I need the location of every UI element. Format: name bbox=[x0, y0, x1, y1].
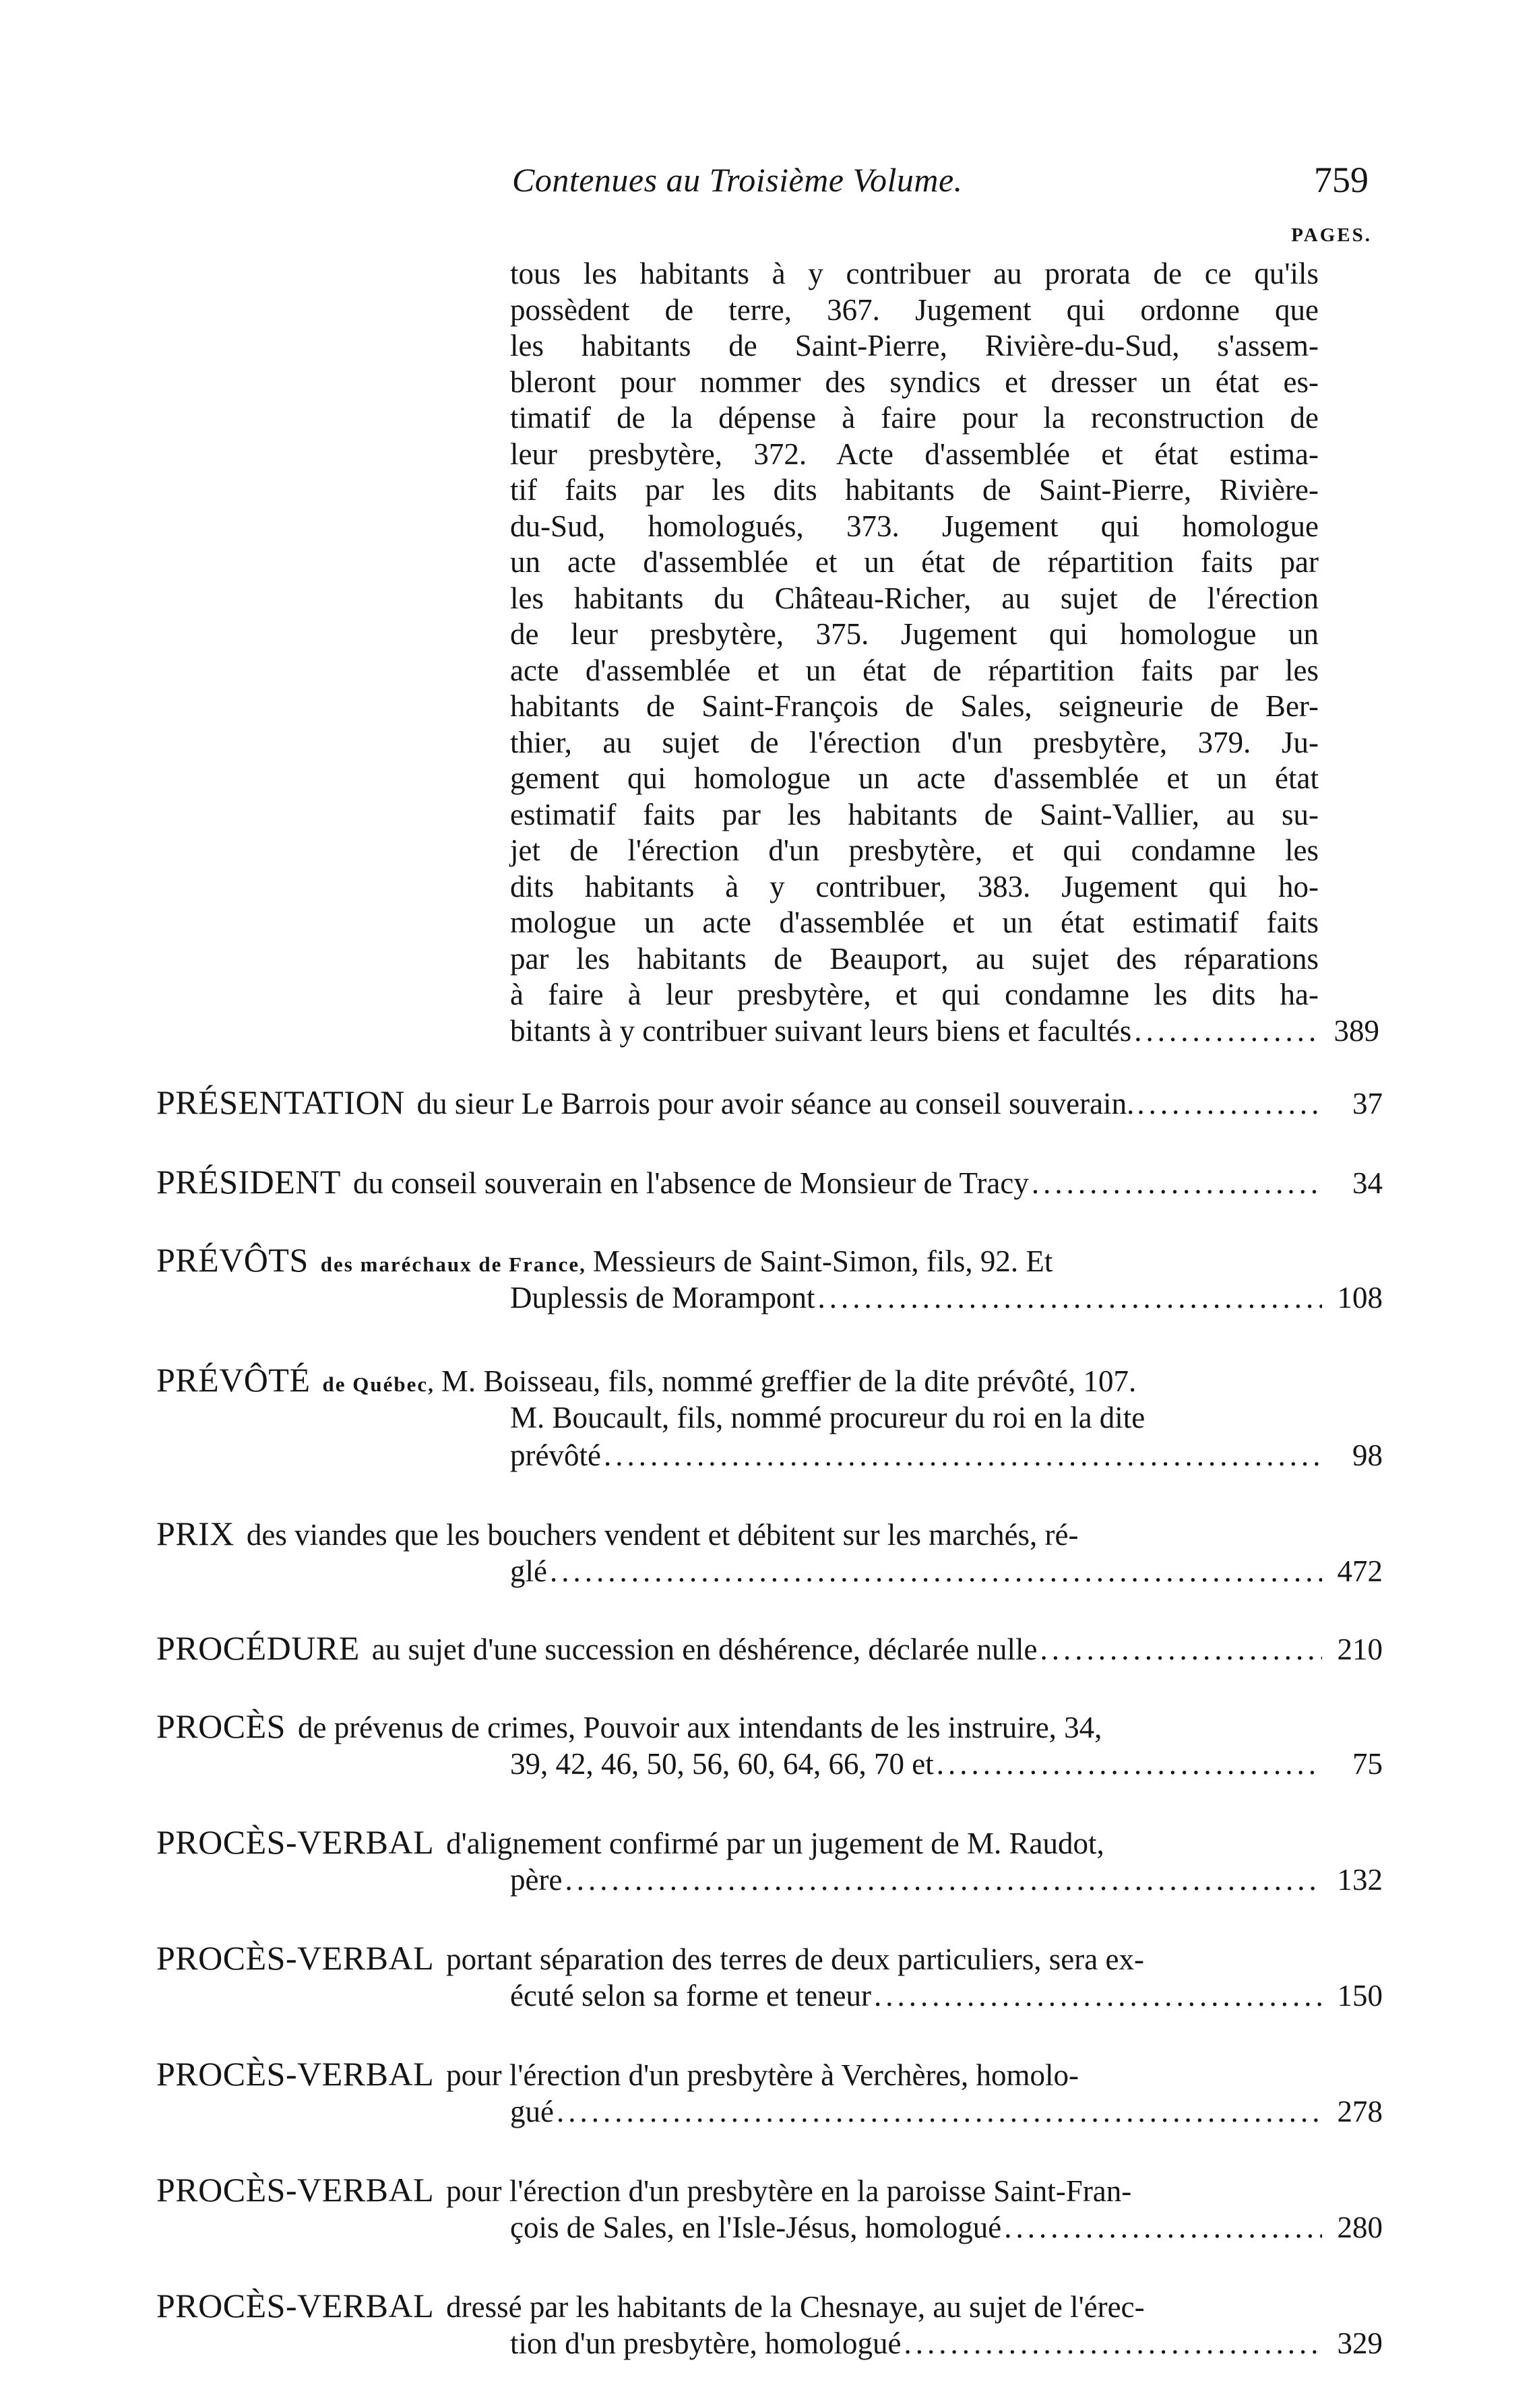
dot-leader bbox=[604, 1436, 1322, 1474]
page-reference: 389 bbox=[1333, 1013, 1379, 1048]
text-line: bleront pour nommer des syndics et dresser un état es- bbox=[510, 365, 1319, 399]
page-reference: 98 bbox=[1352, 1438, 1383, 1472]
page-reference: 329 bbox=[1337, 2326, 1383, 2360]
dot-leader bbox=[817, 1279, 1322, 1317]
entry-continuation-line bbox=[156, 1436, 1383, 1474]
page-reference: 278 bbox=[1337, 2095, 1383, 2128]
dot-leader bbox=[874, 1977, 1322, 2015]
entry-text: pour l'érection d'un presbytère à Verchères, homolo- bbox=[446, 2058, 1079, 2092]
entry-first-line bbox=[156, 1083, 1383, 1121]
entry-continuation-line bbox=[156, 1745, 1383, 1783]
entry-text: çois de Sales, en l'Isle-Jésus, homologué bbox=[510, 2211, 1002, 2244]
entry-text: du sieur Le Barrois pour avoir séance au conseil souverain. bbox=[416, 1087, 1135, 1120]
page-reference: 34 bbox=[1352, 1166, 1383, 1200]
text-line: leur presbytère, 372. Acte d'assemblée et état estima- bbox=[510, 437, 1319, 471]
index-entry bbox=[156, 1629, 1383, 1667]
entry-continuation-line bbox=[156, 1279, 1383, 1317]
entry-heading: PROCÉDURE bbox=[156, 1629, 360, 1667]
dot-leader bbox=[904, 2324, 1323, 2362]
entry-first-line bbox=[156, 1361, 1383, 1399]
entry-heading: PROCÈS-VERBAL bbox=[156, 2055, 435, 2093]
index-entry bbox=[156, 2055, 1383, 2130]
entry-text: d'alignement confirmé par un jugement de M. Raudot, bbox=[446, 1827, 1104, 1860]
entry-heading: PRÉVÔTS bbox=[156, 1241, 309, 1279]
dot-leader bbox=[937, 1745, 1322, 1783]
entry-qualifier: de Québec, bbox=[322, 1372, 435, 1396]
entry-text: au sujet d'une succession en déshérence, déclarée nulle bbox=[371, 1633, 1038, 1666]
text-line: bitants à y contribuer suivant leurs biens et facultés bbox=[510, 1013, 1132, 1048]
entry-first-line bbox=[156, 1707, 1383, 1745]
entry-continuation-line bbox=[156, 2093, 1383, 2130]
text-line: les habitants du Château-Richer, au sujet de l'érection bbox=[510, 581, 1319, 615]
pages-column-label: PAGES. bbox=[1291, 224, 1372, 246]
index-entry bbox=[156, 2287, 1383, 2362]
index-entry bbox=[156, 1515, 1383, 1590]
text-line: habitants de Saint-François de Sales, seigneurie de Ber- bbox=[510, 689, 1319, 723]
entry-text: Messieurs de Saint-Simon, fils, 92. Et bbox=[592, 1244, 1053, 1278]
entry-first-line bbox=[156, 2055, 1383, 2093]
dot-leader bbox=[1032, 1164, 1322, 1202]
entry-heading: PROCÈS-VERBAL bbox=[156, 2287, 435, 2324]
page-reference: 132 bbox=[1337, 1863, 1383, 1897]
entry-continuation-line bbox=[156, 1552, 1383, 1590]
page-reference: 210 bbox=[1337, 1633, 1383, 1666]
entry-qualifier: des maréchaux de France, bbox=[320, 1253, 586, 1276]
text-line: à faire à leur presbytère, et qui condamne les dits ha- bbox=[510, 978, 1319, 1011]
text-line: timatif de la dépense à faire pour la reconstruction de bbox=[510, 401, 1319, 435]
entry-text: des viandes que les bouchers vendent et débitent sur les marchés, ré- bbox=[246, 1518, 1079, 1552]
entry-continuation-line bbox=[156, 2209, 1383, 2246]
page-number: 759 bbox=[1314, 160, 1369, 200]
page-reference: 280 bbox=[1337, 2211, 1383, 2244]
entry-text: glé bbox=[510, 1554, 547, 1588]
entry-first-line bbox=[156, 1515, 1383, 1552]
entry-text: tion d'un presbytère, homologué bbox=[510, 2326, 902, 2360]
entry-heading: PRÉSENTATION bbox=[156, 1083, 405, 1121]
text-line: par les habitants de Beauport, au sujet des réparations bbox=[510, 941, 1319, 976]
entry-text: prévôté bbox=[510, 1438, 601, 1472]
text-line: estimatif faits par les habitants de Saint-Vallier, au su- bbox=[510, 797, 1319, 831]
text-line-with-page bbox=[510, 1013, 1379, 1050]
text-line: dits habitants à y contribuer, 383. Jugement qui ho- bbox=[510, 869, 1319, 904]
text-line: acte d'assemblée et un état de répartition faits par les bbox=[510, 653, 1319, 687]
entry-heading: PRIX bbox=[156, 1515, 234, 1552]
text-line: tif faits par les dits habitants de Saint-Pierre, Rivière- bbox=[510, 473, 1319, 507]
index-entry bbox=[156, 1083, 1383, 1121]
text-line: de leur presbytère, 375. Jugement qui homologue un bbox=[510, 617, 1319, 651]
entry-continuation-line bbox=[156, 1861, 1383, 1899]
text-line: du-Sud, homologués, 373. Jugement qui homologue bbox=[510, 509, 1319, 543]
entry-text: écuté selon sa forme et teneur bbox=[510, 1979, 872, 2013]
index-entry bbox=[156, 2171, 1383, 2246]
index-entry bbox=[156, 1163, 1383, 1201]
text-line: thier, au sujet de l'érection d'un presbytère, 379. Ju- bbox=[510, 725, 1319, 759]
page-reference: 108 bbox=[1337, 1281, 1383, 1314]
entry-text: père bbox=[510, 1863, 563, 1897]
entry-first-line bbox=[156, 2171, 1383, 2209]
entry-text: 39, 42, 46, 50, 56, 60, 64, 66, 70 et bbox=[510, 1747, 934, 1781]
entry-heading: PROCÈS-VERBAL bbox=[156, 1823, 435, 1861]
index-entry bbox=[156, 1361, 1383, 1474]
entry-heading: PRÉVÔTÉ bbox=[156, 1361, 311, 1399]
dot-leader bbox=[557, 2093, 1322, 2130]
running-head: Contenues au Troisième Volume. bbox=[512, 161, 963, 199]
dot-leader bbox=[565, 1861, 1322, 1899]
entry-text: du conseil souverain en l'absence de Monsieur de Tracy bbox=[352, 1166, 1029, 1200]
dot-leader bbox=[1134, 1013, 1319, 1050]
text-line: les habitants de Saint-Pierre, Rivière-du-Sud, s'assem- bbox=[510, 329, 1319, 362]
entry-first-line bbox=[156, 1823, 1383, 1861]
page-reference: 37 bbox=[1352, 1087, 1383, 1120]
page-reference: 150 bbox=[1337, 1979, 1383, 2013]
text-line: mologue un acte d'assemblée et un état estimatif faits bbox=[510, 906, 1319, 939]
text-line: possèdent de terre, 367. Jugement qui ordonne que bbox=[510, 292, 1319, 327]
entry-text: de prévenus de crimes, Pouvoir aux intendants de les instruire, 34, bbox=[297, 1711, 1102, 1744]
index-entry bbox=[156, 1939, 1383, 2015]
entry-heading: PROCÈS-VERBAL bbox=[156, 1939, 435, 1977]
dot-leader bbox=[550, 1552, 1322, 1590]
page-reference: 75 bbox=[1352, 1747, 1383, 1781]
index-entry bbox=[156, 1707, 1383, 1783]
entry-text: portant séparation des terres de deux particuliers, sera ex- bbox=[446, 1942, 1144, 1976]
dot-leader bbox=[1040, 1630, 1322, 1668]
entry-continuation-line bbox=[156, 1399, 1383, 1436]
entry-first-line bbox=[156, 2287, 1383, 2324]
entry-text: M. Boisseau, fils, nommé greffier de la dite prévôté, 107. bbox=[441, 1364, 1137, 1398]
entry-text: dressé par les habitants de la Chesnaye, au sujet de l'érec- bbox=[446, 2290, 1145, 2324]
entry-heading: PROCÈS-VERBAL bbox=[156, 2171, 435, 2209]
continued-entry-text bbox=[510, 256, 1386, 1049]
index-entries bbox=[156, 1083, 1383, 2362]
text-line: gement qui homologue un acte d'assemblée et un état bbox=[510, 761, 1319, 795]
entry-text: pour l'érection d'un presbytère en la paroisse Saint-Fran- bbox=[446, 2174, 1132, 2208]
text-line: jet de l'érection d'un presbytère, et qui condamne les bbox=[510, 833, 1319, 867]
text-line: un acte d'assemblée et un état de répartition faits par bbox=[510, 545, 1319, 579]
entry-heading: PROCÈS bbox=[156, 1707, 286, 1745]
entry-first-line bbox=[156, 1939, 1383, 1977]
page-reference: 472 bbox=[1337, 1554, 1383, 1588]
index-entry bbox=[156, 1241, 1383, 1317]
entry-text: M. Boucault, fils, nommé procureur du roi en la dite bbox=[510, 1401, 1145, 1434]
entry-first-line bbox=[156, 1163, 1383, 1201]
entry-first-line bbox=[156, 1629, 1383, 1667]
entry-first-line bbox=[156, 1241, 1383, 1279]
entry-text: gué bbox=[510, 2095, 554, 2128]
index-entry bbox=[156, 1823, 1383, 1899]
dot-leader bbox=[1137, 1085, 1322, 1122]
dot-leader bbox=[1004, 2209, 1322, 2246]
entry-heading: PRÉSIDENT bbox=[156, 1163, 341, 1201]
text-line: tous les habitants à y contribuer au prorata de ce qu'ils bbox=[510, 257, 1319, 290]
entry-text: Duplessis de Morampont bbox=[510, 1281, 815, 1314]
entry-continuation-line bbox=[156, 1977, 1383, 2015]
entry-continuation-line bbox=[156, 2324, 1383, 2362]
